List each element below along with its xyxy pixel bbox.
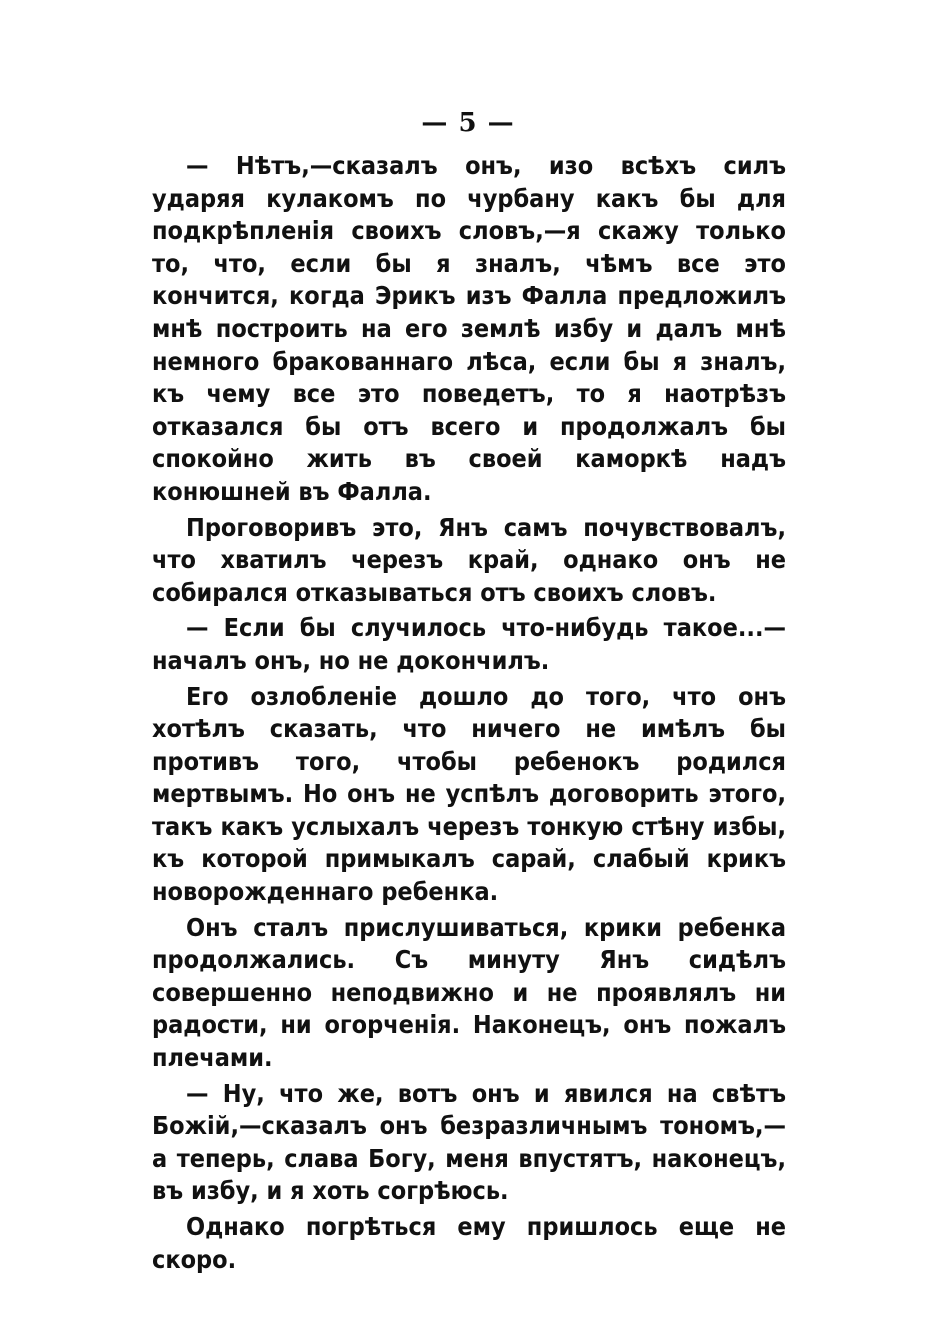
paragraph: — Ну, что же, вотъ онъ и явился на свѣтъ Божій,—сказалъ онъ безразличнымъ тономъ,—а теперь, слава Богу, меня впустятъ, наконецъ, въ избу, и я хоть согрѣюсь. bbox=[152, 1078, 786, 1206]
paragraph: Его озлобленіе дошло до того, что онъ хотѣлъ сказать, что ничего не имѣлъ бы противъ того, чтобы ребенокъ родился мертвымъ. Но онъ не успѣлъ договорить этого, такъ какъ услыхалъ черезъ тонкую стѣну избы, къ которой примыкалъ сарай, слабый крикъ новорожденнаго ребенка. bbox=[152, 681, 786, 907]
paragraph: — Если бы случилось что-нибудь такое...— началъ онъ, но не докончилъ. bbox=[152, 613, 786, 675]
page-number: — 5 — bbox=[421, 108, 515, 138]
paragraph: Однако погрѣться ему пришлось еще не скоро. bbox=[152, 1212, 786, 1274]
paragraph: — Нѣтъ,—сказалъ онъ, изо всѣхъ силъ ударяя кулакомъ по чурбану какъ бы для подкрѣпленія своихъ словъ,—я скажу только то, что, если бы я зналъ, чѣмъ все это кончится, когда Эрикъ изъ Фалла предложилъ мнѣ построить на его землѣ избу и далъ мнѣ немного бракованнаго лѣса, если бы я зналъ, къ чему все это поведетъ, то я наотрѣзъ отказался бы отъ всего и продолжалъ бы спокойно жить въ своей каморкѣ надъ конюшней въ Фалла. bbox=[152, 151, 786, 506]
paragraph: Онъ сталъ прислушиваться, крики ребенка продолжались. Съ минуту Янъ сидѣлъ совершенно неподвижно и не проявлялъ ни радости, ни огорченія. Наконецъ, онъ пожалъ плечами. bbox=[152, 912, 786, 1073]
body-text bbox=[152, 150, 786, 1279]
paragraph: Проговоривъ это, Янъ самъ почувствовалъ, что хватилъ черезъ край, однако онъ не собирался отказываться отъ своихъ словъ. bbox=[152, 512, 786, 607]
